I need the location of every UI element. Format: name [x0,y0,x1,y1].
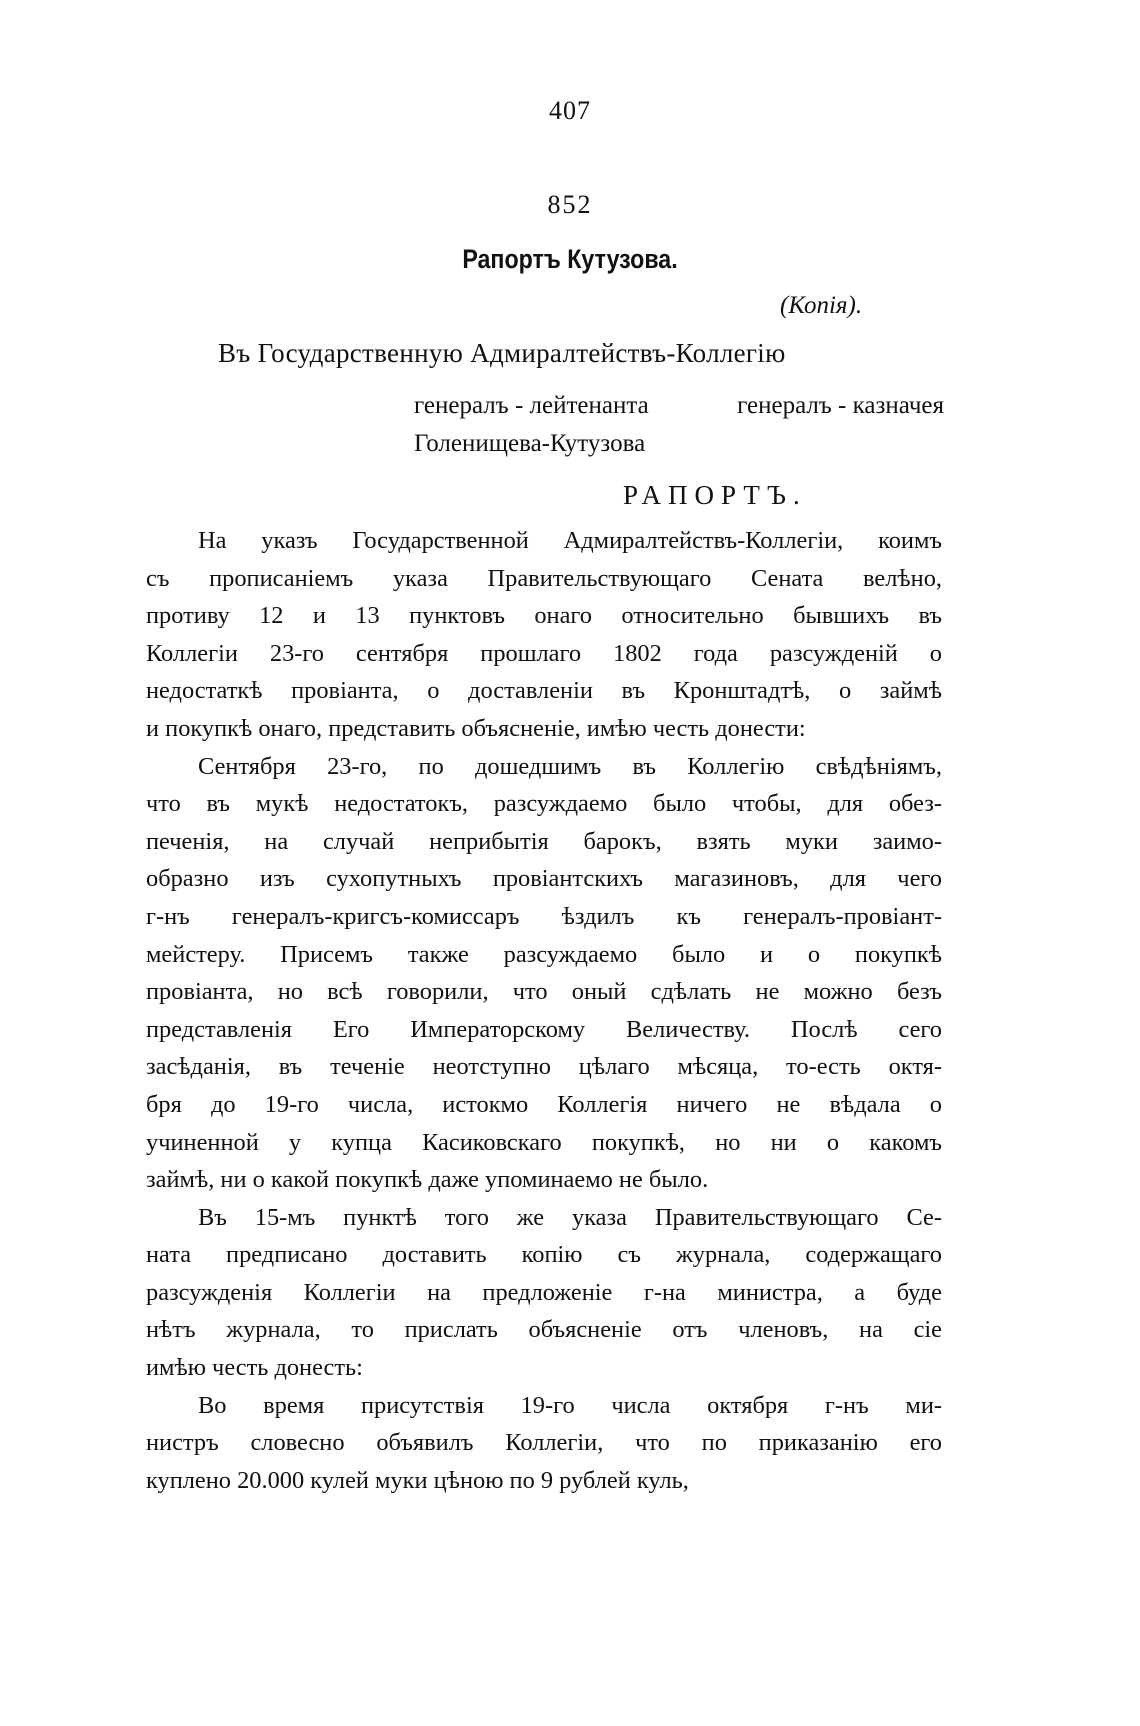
document-title: Рапортъ Кутузова. [462,244,678,274]
paragraph-2-line: бря до 19-го числа, истокмо Коллегія ничего не вѣдала о [146,1090,942,1118]
paragraph-1-line: Коллегіи 23-го сентября прошлаго 1802 года разсужденій о [146,639,942,667]
paragraph-2-line: что въ мукѣ недостатокъ, разсуждаемо было чтобы, для обез- [146,790,942,818]
sender-name: Голенищева-Кутузова [414,430,646,457]
paragraph-1-line: На указъ Государственной Адмиралтействъ-Коллегіи, коимъ [198,527,942,554]
paragraph-1-line: недостаткѣ провіанта, о доставленіи въ Кронштадтѣ, о займѣ [146,677,942,705]
paragraph-3-line: разсужденія Коллегіи на предложеніе г-на министра, а буде [146,1278,942,1306]
paragraph-3-line: ната предписано доставить копію съ журнала, содержащаго [146,1241,942,1269]
paragraph-1-line: съ прописаніемъ указа Правительствующаго Сената велѣно, [146,564,942,592]
paragraph-2-line: засѣданія, въ теченіе неотступно цѣлаго мѣсяца, то-есть октя- [146,1053,942,1081]
paragraph-3-line: нѣтъ журнала, то прислать объясненіе отъ членовъ, на сіе [146,1316,942,1344]
paragraph-2-line: учиненной у купца Касиковскаго покупкѣ, но ни о какомъ [146,1128,942,1156]
sender-rank-lieutenant-general: генералъ - лейтенанта [414,392,649,419]
paragraph-2-line: печенія, на случай неприбытія барокъ, взять муки заимо- [146,827,942,855]
paragraph-2-line: г-нъ генералъ-кригсъ-комиссаръ ѣздилъ къ генералъ-провіант- [146,902,942,930]
paragraph-2-line: образно изъ сухопутныхъ провіантскихъ магазиновъ, для чего [146,865,942,893]
paragraph-2-line: займѣ, ни о какой покупкѣ даже упоминаемо не было. [146,1166,709,1194]
paragraph-4-line: Во время присутствія 19-го числа октября г-нъ ми- [198,1391,942,1419]
sender-rank-treasurer-general: генералъ - казначея [737,392,944,419]
paragraph-1-line: противу 12 и 13 пунктовъ онаго относительно бывшихъ въ [146,602,942,630]
paragraph-3-line: имѣю честь донесть: [146,1354,363,1382]
paragraph-4-line: нистръ словесно объявилъ Коллегіи, что по приказанію его [146,1429,942,1457]
paragraph-1-line: и покупкѣ онаго, представить объясненіе, имѣю честь донести: [146,714,806,742]
report-body [146,522,942,1499]
paragraph-2-line: провіанта, но всѣ говорили, что оный сдѣлать не можно безъ [146,978,942,1006]
report-heading: РАПОРТЪ. [623,480,807,510]
paragraph-2-line: представленія Его Императорскому Величеству. Послѣ сего [146,1015,942,1043]
addressee-line: Въ Государственную Адмиралтействъ-Коллегію [218,338,786,368]
copy-mark: (Копія). [780,292,863,319]
paragraph-2-line: мейстеру. Присемъ также разсуждаемо было и о покупкѣ [146,940,942,968]
paragraph-3-line: Въ 15-мъ пунктѣ того же указа Правительствующаго Се- [198,1203,942,1231]
document-number: 852 [547,190,593,219]
paragraph-4-line: куплено 20.000 кулей муки цѣною по 9 рублей куль, [146,1466,689,1494]
page-number: 407 [549,96,591,125]
paragraph-2-line: Сентября 23-го, по дошедшимъ въ Коллегію свѣдѣніямъ, [198,752,942,780]
sender-ranks [414,392,944,420]
